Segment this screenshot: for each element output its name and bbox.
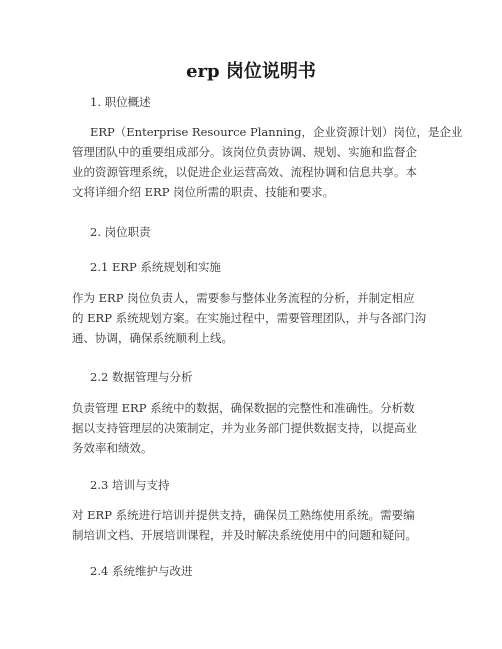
- section-paragraph: [72, 122, 463, 202]
- subsection-heading: 2.4 系统维护与改进: [90, 564, 193, 578]
- document-title: erp 岗位说明书: [186, 61, 316, 82]
- paragraph-line: 文将详细介绍 ERP 岗位所需的职责、技能和要求。: [72, 185, 335, 199]
- subsection-heading: 2.3 培训与支持: [90, 478, 170, 492]
- paragraph-line: 通、协调，确保系统顺利上线。: [72, 331, 233, 345]
- paragraph-line: 制培训文档、开展培训课程，并及时解决系统使用中的问题和疑问。: [72, 528, 417, 542]
- paragraph-line: 务效率和绩效。: [72, 441, 153, 455]
- paragraph-line: 作为 ERP 岗位负责人，需要参与整体业务流程的分析，并制定相应: [72, 291, 415, 305]
- section-heading: 2. 岗位职责: [90, 225, 151, 239]
- subsection-heading: 2.2 数据管理与分析: [90, 370, 193, 384]
- paragraph-line: 对 ERP 系统进行培训并提供支持，确保员工熟练使用系统。需要编: [72, 508, 415, 522]
- paragraph-line: 业的资源管理系统，以促进企业运营高效、流程协调和信息共享。本: [72, 165, 417, 179]
- section-paragraph: [72, 398, 420, 458]
- section-paragraph: [72, 288, 427, 348]
- paragraph-line: 负责管理 ERP 系统中的数据，确保数据的完整性和准确性。分析数: [72, 401, 415, 415]
- paragraph-line: 据以支持管理层的决策制定，并为业务部门提供数据支持，以提高业: [72, 421, 417, 435]
- subsection-heading: 2.1 ERP 系统规划和实施: [90, 260, 221, 274]
- paragraph-line: ERP（Enterprise Resource Planning，企业资源计划）岗位，是企业: [90, 125, 463, 139]
- paragraph-line: 的 ERP 系统规划方案。在实施过程中，需要管理团队，并与各部门沟: [72, 311, 427, 325]
- section-paragraph: [72, 505, 420, 545]
- paragraph-line: 管理团队中的重要组成部分。该岗位负责协调、规划、实施和监督企: [72, 145, 417, 159]
- section-heading: 1. 职位概述: [90, 95, 151, 109]
